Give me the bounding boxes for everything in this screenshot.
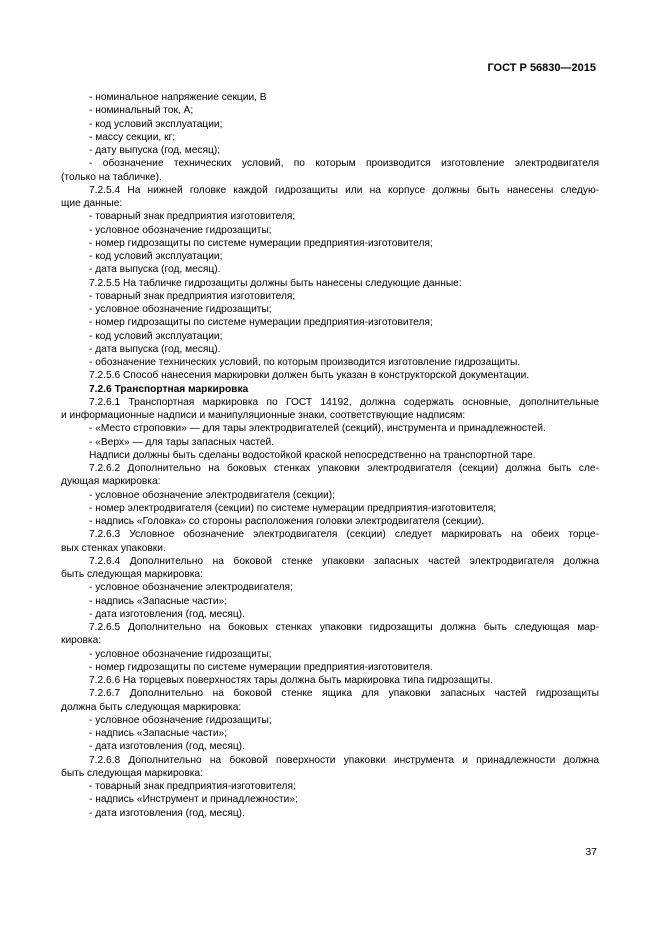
list-item: - надпись «Запасные части»; [89,595,228,607]
list-item: - массу секции, кг; [89,131,176,143]
text-line: 7.2.5.6 Способ нанесения маркировки должен быть указан в конструкторской документации. [89,370,530,382]
text-line: кировка: [61,635,102,647]
list-item: - «Место строповки» — для тары электродвигателей (секций), инструмента и принадлежностей. [89,423,546,435]
text-line: 7.2.5.4 На нижней головке каждой гидрозащиты или на корпусе должны быть нанесены следую- [89,184,599,196]
list-item: - номер гидрозащиты по системе нумерации предприятия-изготовителя. [89,661,433,673]
text-line: 7.2.6.2 Дополнительно на боковых стенках упаковки электродвигателя (секции) должна быть сле- [89,463,599,474]
list-item: - условное обозначение гидрозащиты; [89,304,272,315]
list-item: - условное обозначение электродвигателя (секции); [89,489,335,501]
text-line: вых стенках упаковки. [61,542,166,554]
list-item: - «Верх» — для тары запасных частей. [89,436,275,448]
text-line: дующая маркировка: [61,476,161,488]
list-item: - код условий эксплуатации; [89,251,223,262]
list-item: - код условий эксплуатации; [89,330,223,342]
list-item: - дата изготовления (год, месяц). [89,807,245,819]
text-line: должна быть следующая маркировка: [61,701,242,713]
list-item: - товарный знак предприятия-изготовителя; [89,781,296,792]
text-line: и информационные надписи и манипуляционные знаки, соответствующие надписям: [61,410,466,421]
list-item: - обозначение технических условий, по которым производится изготовление электродвигателя [89,158,599,170]
text-line: 7.2.6.7 Дополнительно на боковой стенке ящика для упаковки запасных частей гидрозащиты [89,688,599,700]
list-item: - номинальное напряжение секции, В [89,92,267,103]
text-line: 7.2.6.6 На торцевых поверхностях тары должна быть маркировка типа гидрозащиты. [89,675,493,686]
list-item: - номинальный ток, А; [89,105,194,117]
document-body [61,91,599,820]
list-item: - надпись «Инструмент и принадлежности»; [89,794,298,806]
text-line: 7.2.5.5 На табличке гидрозащиты должны быть нанесены следующие данные: [89,277,462,289]
list-item: - условное обозначение гидрозащиты; [89,648,272,660]
text-line: 7.2.6.4 Дополнительно на боковой стенке упаковки запасных частей электродвигателя должна [89,555,599,567]
page-number: 37 [585,846,597,858]
list-item: - код условий эксплуатации; [89,118,223,130]
list-item: - товарный знак предприятия изготовителя; [89,290,296,302]
list-item: - номер электродвигателя (секции) по системе нумерации предприятия-изготовителя; [89,502,497,514]
list-item: - надпись «Запасные части»; [89,728,228,739]
page-header [487,62,596,74]
list-item: - обозначение технических условий, по которым производится изготовление гидрозащиты. [89,357,521,368]
list-item: - товарный знак предприятия изготовителя; [89,211,296,223]
text-line: (только на табличке). [61,171,162,183]
list-item: - дату выпуска (год, месяц); [89,145,221,156]
text-line: 7.2.6.3 Условное обозначение электродвигателя (секции) следует маркировать на обеих торце- [89,529,599,541]
section-heading: 7.2.6 Транспортная маркировка [89,383,249,395]
list-item: - условное обозначение электродвигателя; [89,582,293,594]
document-id: ГОСТ Р 56830—2015 [487,62,596,74]
text-line: 7.2.6.5 Дополнительно на боковых стенках упаковки гидрозащиты должна быть следующая мар- [89,622,599,633]
list-item: - дата изготовления (год, месяц). [89,608,245,620]
text-line: быть следующая маркировка: [61,569,203,580]
list-item: - надпись «Головка» со стороны расположения головки электродвигателя (секции). [89,516,485,527]
list-item: - номер гидрозащиты по системе нумерации предприятия-изготовителя; [89,317,433,329]
list-item: - дата выпуска (год, месяц). [89,264,221,276]
list-item: - условное обозначение гидрозащиты; [89,714,272,726]
text-line: быть следующая маркировка: [61,767,203,779]
list-item: - номер гидрозащиты по системе нумерации предприятия-изготовителя; [89,237,433,249]
list-item: - дата выпуска (год, месяц). [89,343,221,355]
text-line: щие данные: [61,198,123,209]
list-item: - дата изготовления (год, месяц). [89,741,245,753]
text-line: 7.2.6.8 Дополнительно на боковой поверхности упаковки инструмента и принадлежности должна [89,754,599,766]
list-item: - условное обозначение гидрозащиты; [89,224,272,236]
text-line: 7.2.6.1 Транспортная маркировка по ГОСТ 14192, должна содержать основные, дополнительные [89,396,599,408]
text-line: Надписи должны быть сделаны водостойкой краской непосредственно на транспортной таре. [89,449,536,461]
